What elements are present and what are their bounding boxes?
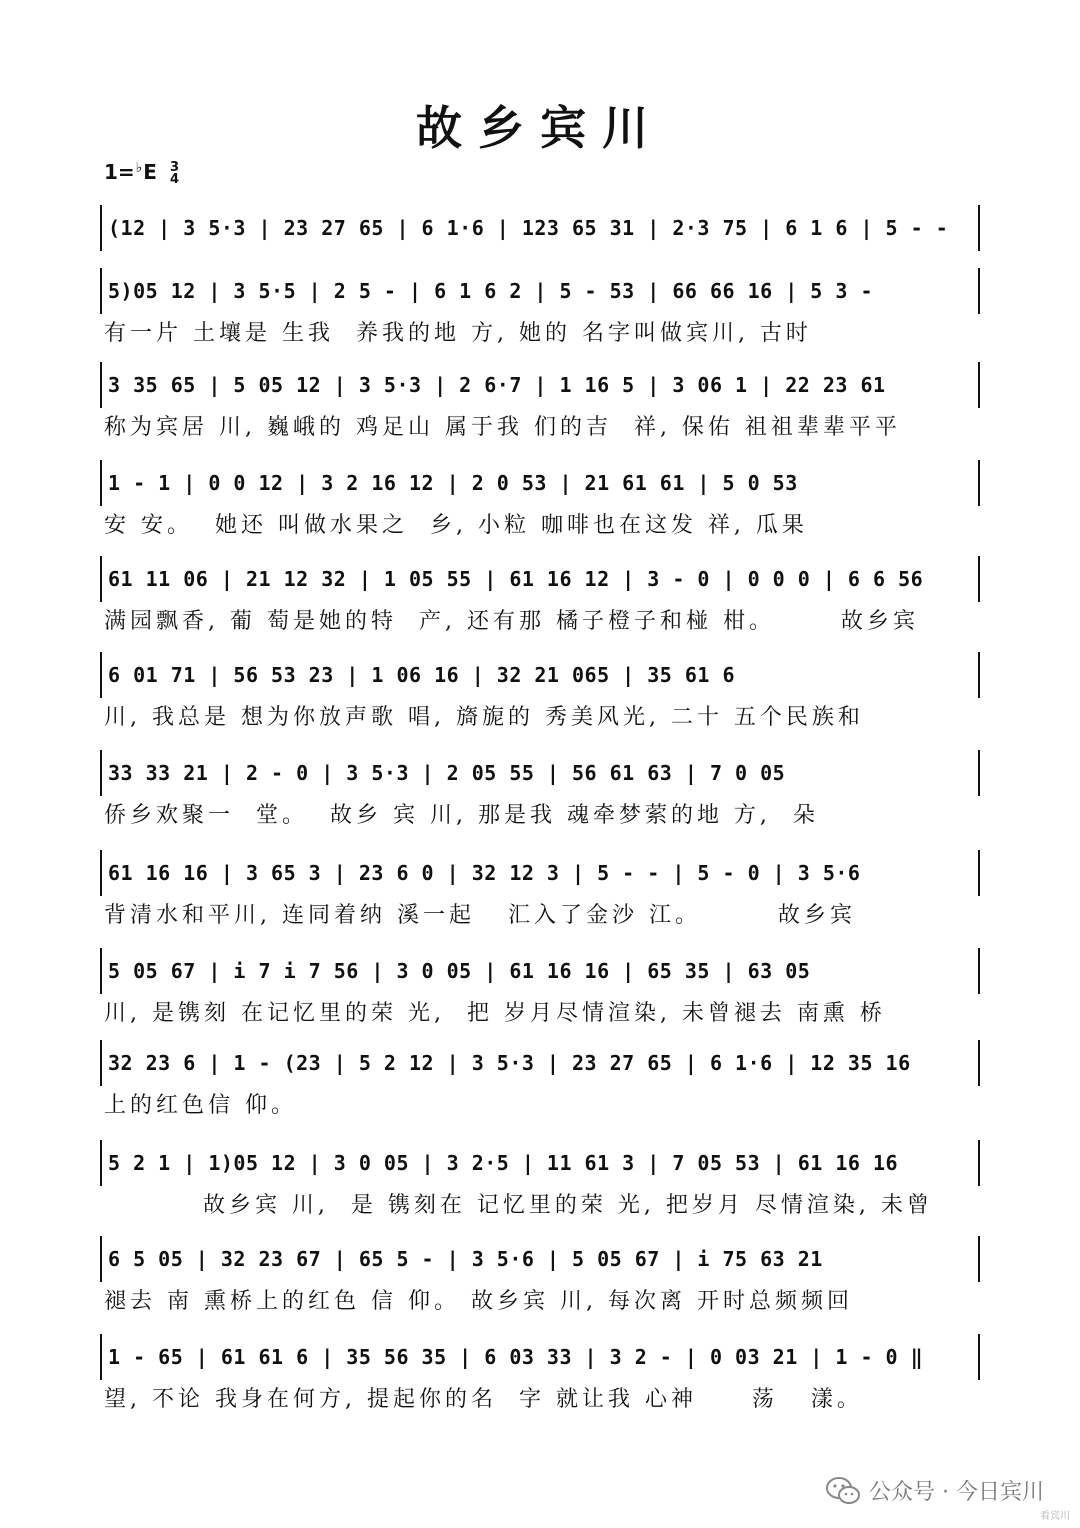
music-system [100, 556, 980, 642]
watermark [825, 1475, 1044, 1506]
lyrics-line: 有一片 土壤是 生我 养我的地 方, 她的 名字叫做宾川, 古时 [104, 321, 812, 346]
lyrics-line: 安 安。 她还 叫做水果之 乡, 小粒 咖啡也在这发 祥, 瓜果 [104, 513, 808, 538]
lyrics-line: 背清水和平川, 连同着纳 溪一起 汇入了金沙 江。 故乡宾 [104, 903, 856, 928]
notation-line: 61 11 06 | 21 12 32 | 1 05 55 | 61 16 12 | 3 - 0 | 0 0 0 | 6 6 56 [100, 556, 980, 602]
lyrics-line: 褪去 南 熏桥上的红色 信 仰。 故乡宾 川, 每次离 开时总频频回 [104, 1289, 853, 1314]
notation-line: 5 2 1 | 1)05 12 | 3 0 05 | 3 2·5 | 11 61 3 | 7 05 53 | 61 16 16 [100, 1140, 980, 1186]
music-system [100, 750, 980, 836]
flat-sign: ♭ [135, 160, 143, 176]
corner-mark: 看宾川 [1040, 1511, 1070, 1522]
notation-line: 61 16 16 | 3 65 3 | 23 6 0 | 32 12 3 | 5 - - | 5 - 0 | 3 5·6 [100, 850, 980, 896]
lyrics-line: 故乡宾 川, 是 镌刻在 记忆里的荣 光, 把岁月 尽情渲染, 未曾 [104, 1193, 933, 1218]
music-system [100, 1236, 980, 1322]
lyrics-line: 称为宾居 川, 巍峨的 鸡足山 属于我 们的吉 祥, 保佑 祖祖辈辈平平 [104, 415, 901, 440]
notation-line: 3 35 65 | 5 05 12 | 3 5·3 | 2 6·7 | 1 16 5 | 3 06 1 | 22 23 61 [100, 362, 980, 408]
time-signature [169, 159, 179, 187]
key-prefix: 1= [104, 160, 135, 184]
song-title: 故乡宾川 [416, 101, 664, 155]
notation-line: 32 23 6 | 1 - (23 | 5 2 12 | 3 5·3 | 23 27 65 | 6 1·6 | 12 35 16 [100, 1040, 980, 1086]
watermark-text: 公众号 · 今日宾川 [869, 1480, 1044, 1505]
music-system [100, 362, 980, 448]
music-system [100, 1040, 980, 1126]
lyrics-line: 川, 我总是 想为你放声歌 唱, 旖旎的 秀美风光, 二十 五个民族和 [104, 705, 864, 730]
time-bottom: 4 [169, 171, 179, 187]
notation-line: (12 | 3 5·3 | 23 27 65 | 6 1·6 | 123 65 31 | 2·3 75 | 6 1 6 | 5 - - [100, 205, 980, 251]
lyrics-line: 侨乡欢聚一 堂。 故乡 宾 川, 那是我 魂牵梦萦的地 方, 朵 [104, 803, 819, 828]
music-system [100, 460, 980, 546]
wechat-icon [825, 1476, 861, 1506]
lyrics-line: 川, 是镌刻 在记忆里的荣 光, 把 岁月尽情渲染, 未曾褪去 南熏 桥 [104, 1001, 886, 1026]
music-system [100, 652, 980, 738]
notation-line: 5 05 67 | i 7 i 7 56 | 3 0 05 | 61 16 16 | 65 35 | 63 05 [100, 948, 980, 994]
lyrics-line: 上的红色信 仰。 [104, 1093, 297, 1118]
key-signature [104, 160, 179, 186]
notation-line: 6 01 71 | 56 53 23 | 1 06 16 | 32 21 065 | 35 61 6 [100, 652, 980, 698]
music-system [100, 268, 980, 354]
notation-line: 6 5 05 | 32 23 67 | 65 5 - | 3 5·6 | 5 05 67 | i 75 63 21 [100, 1236, 980, 1282]
lyrics-line: 望, 不论 我身在何方, 提起你的名 字 就让我 心神 荡 漾。 [104, 1387, 863, 1412]
time-top: 3 [169, 159, 179, 175]
notation-line: 5)05 12 | 3 5·5 | 2 5 - | 6 1 6 2 | 5 - 53 | 66 66 16 | 5 3 - [100, 268, 980, 314]
key-name: E [143, 160, 157, 184]
notation-line: 1 - 65 | 61 61 6 | 35 56 35 | 6 03 33 | 3 2 - | 0 03 21 | 1 - 0 ‖ [100, 1334, 980, 1380]
notation-line: 1 - 1 | 0 0 12 | 3 2 16 12 | 2 0 53 | 21 61 61 | 5 0 53 [100, 460, 980, 506]
notation-line: 33 33 21 | 2 - 0 | 3 5·3 | 2 05 55 | 56 61 63 | 7 0 05 [100, 750, 980, 796]
music-system [100, 1140, 980, 1226]
music-system [100, 850, 980, 936]
music-system [100, 1334, 980, 1420]
music-system [100, 948, 980, 1034]
lyrics-line: 满园飘香, 葡 萄是她的特 产, 还有那 橘子橙子和椪 柑。 故乡宾 [104, 609, 919, 634]
